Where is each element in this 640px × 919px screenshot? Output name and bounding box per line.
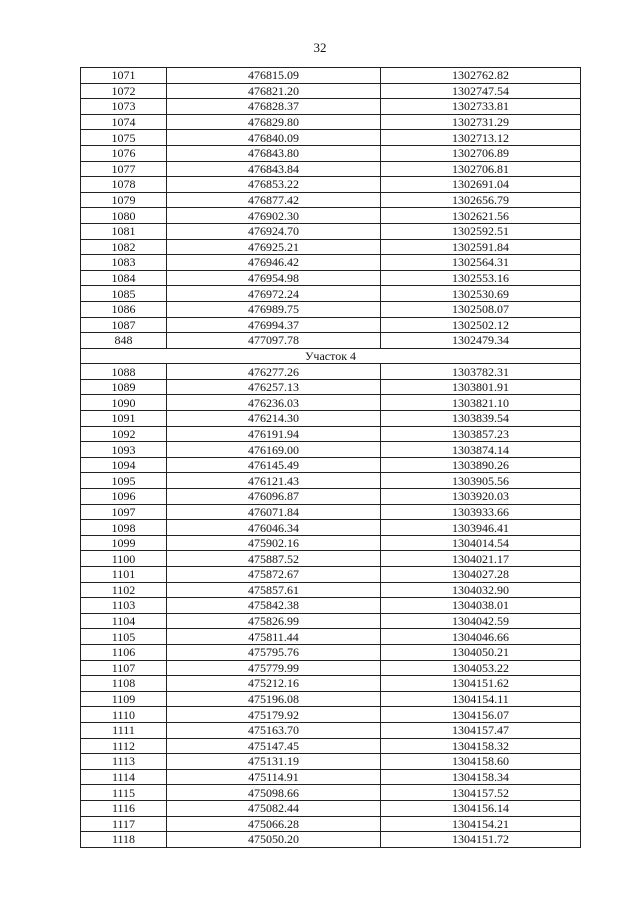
x-coordinate-cell: 476843.84 (167, 161, 381, 177)
point-number-cell: 1080 (81, 208, 167, 224)
table-row (81, 270, 581, 286)
y-coordinate-cell: 1302733.81 (381, 99, 581, 115)
point-number-cell: 1078 (81, 177, 167, 193)
y-coordinate-cell: 1304154.11 (381, 691, 581, 707)
y-coordinate-cell: 1302508.07 (381, 301, 581, 317)
x-coordinate-cell: 476815.09 (167, 68, 381, 84)
point-number-cell: 1104 (81, 613, 167, 629)
y-coordinate-cell: 1302591.84 (381, 239, 581, 255)
x-coordinate-cell: 476989.75 (167, 301, 381, 317)
point-number-cell: 1115 (81, 785, 167, 801)
point-number-cell: 1077 (81, 161, 167, 177)
y-coordinate-cell: 1303946.41 (381, 520, 581, 536)
table-row (81, 395, 581, 411)
y-coordinate-cell: 1302502.12 (381, 317, 581, 333)
point-number-cell: 1098 (81, 520, 167, 536)
x-coordinate-cell: 475196.08 (167, 691, 381, 707)
y-coordinate-cell: 1304158.60 (381, 754, 581, 770)
point-number-cell: 1081 (81, 223, 167, 239)
table-row (81, 644, 581, 660)
point-number-cell: 1116 (81, 800, 167, 816)
point-number-cell: 1102 (81, 582, 167, 598)
y-coordinate-cell: 1303905.56 (381, 473, 581, 489)
y-coordinate-cell: 1304053.22 (381, 660, 581, 676)
point-number-cell: 1112 (81, 738, 167, 754)
x-coordinate-cell: 476877.42 (167, 192, 381, 208)
y-coordinate-cell: 1304050.21 (381, 644, 581, 660)
table-row (81, 255, 581, 271)
table-row (81, 99, 581, 115)
point-number-cell: 1079 (81, 192, 167, 208)
point-number-cell: 1087 (81, 317, 167, 333)
point-number-cell: 1108 (81, 676, 167, 692)
y-coordinate-cell: 1302530.69 (381, 286, 581, 302)
table-row (81, 177, 581, 193)
table-row (81, 489, 581, 505)
table-row (81, 738, 581, 754)
table-row (81, 769, 581, 785)
point-number-cell: 1091 (81, 411, 167, 427)
table-row (81, 208, 581, 224)
point-number-cell: 1095 (81, 473, 167, 489)
point-number-cell: 1071 (81, 68, 167, 84)
point-number-cell: 1072 (81, 83, 167, 99)
y-coordinate-cell: 1304032.90 (381, 582, 581, 598)
y-coordinate-cell: 1302747.54 (381, 83, 581, 99)
y-coordinate-cell: 1303920.03 (381, 489, 581, 505)
x-coordinate-cell: 476169.00 (167, 442, 381, 458)
y-coordinate-cell: 1302731.29 (381, 114, 581, 130)
y-coordinate-cell: 1304156.14 (381, 800, 581, 816)
point-number-cell: 1096 (81, 489, 167, 505)
x-coordinate-cell: 475147.45 (167, 738, 381, 754)
table-row (81, 130, 581, 146)
point-number-cell: 1076 (81, 145, 167, 161)
point-number-cell: 1106 (81, 644, 167, 660)
table-row (81, 457, 581, 473)
y-coordinate-cell: 1302706.81 (381, 161, 581, 177)
y-coordinate-cell: 1304151.72 (381, 832, 581, 848)
table-row (81, 83, 581, 99)
x-coordinate-cell: 476096.87 (167, 489, 381, 505)
table-row (81, 114, 581, 130)
x-coordinate-cell: 476214.30 (167, 411, 381, 427)
point-number-cell: 1090 (81, 395, 167, 411)
table-row (81, 364, 581, 380)
x-coordinate-cell: 475887.52 (167, 551, 381, 567)
table-row (81, 754, 581, 770)
x-coordinate-cell: 476191.94 (167, 426, 381, 442)
y-coordinate-cell: 1303782.31 (381, 364, 581, 380)
point-number-cell: 1088 (81, 364, 167, 380)
table-row (81, 192, 581, 208)
point-number-cell: 1099 (81, 535, 167, 551)
x-coordinate-cell: 475826.99 (167, 613, 381, 629)
x-coordinate-cell: 476843.80 (167, 145, 381, 161)
table-row (81, 816, 581, 832)
table-row (81, 707, 581, 723)
point-number-cell: 1103 (81, 598, 167, 614)
table-row (81, 286, 581, 302)
table-row (81, 660, 581, 676)
x-coordinate-cell: 476972.24 (167, 286, 381, 302)
point-number-cell: 1111 (81, 722, 167, 738)
table-row (81, 426, 581, 442)
table-row (81, 317, 581, 333)
x-coordinate-cell: 477097.78 (167, 333, 381, 349)
x-coordinate-cell: 476924.70 (167, 223, 381, 239)
point-number-cell: 1074 (81, 114, 167, 130)
x-coordinate-cell: 475050.20 (167, 832, 381, 848)
y-coordinate-cell: 1303874.14 (381, 442, 581, 458)
x-coordinate-cell: 476821.20 (167, 83, 381, 99)
table-row (81, 722, 581, 738)
x-coordinate-cell: 476902.30 (167, 208, 381, 224)
table-row (81, 520, 581, 536)
x-coordinate-cell: 475811.44 (167, 629, 381, 645)
table-row (81, 832, 581, 848)
table-row (81, 629, 581, 645)
table-row (81, 411, 581, 427)
y-coordinate-cell: 1304157.52 (381, 785, 581, 801)
table-row (81, 785, 581, 801)
table-row (81, 676, 581, 692)
point-number-cell: 1085 (81, 286, 167, 302)
table-row (81, 239, 581, 255)
point-number-cell: 1092 (81, 426, 167, 442)
page-number: 32 (313, 40, 327, 55)
x-coordinate-cell: 475872.67 (167, 567, 381, 583)
table-row (81, 145, 581, 161)
y-coordinate-cell: 1302592.51 (381, 223, 581, 239)
table-row (81, 504, 581, 520)
x-coordinate-cell: 476236.03 (167, 395, 381, 411)
y-coordinate-cell: 1304027.28 (381, 567, 581, 583)
x-coordinate-cell: 476257.13 (167, 379, 381, 395)
x-coordinate-cell: 476046.34 (167, 520, 381, 536)
x-coordinate-cell: 476145.49 (167, 457, 381, 473)
y-coordinate-cell: 1304042.59 (381, 613, 581, 629)
y-coordinate-cell: 1303821.10 (381, 395, 581, 411)
x-coordinate-cell: 476071.84 (167, 504, 381, 520)
x-coordinate-cell: 476925.21 (167, 239, 381, 255)
table-row (81, 442, 581, 458)
table-row (81, 582, 581, 598)
y-coordinate-cell: 1304038.01 (381, 598, 581, 614)
point-number-cell: 1113 (81, 754, 167, 770)
x-coordinate-cell: 476954.98 (167, 270, 381, 286)
y-coordinate-cell: 1302656.79 (381, 192, 581, 208)
point-number-cell: 1107 (81, 660, 167, 676)
x-coordinate-cell: 476829.80 (167, 114, 381, 130)
point-number-cell: 1118 (81, 832, 167, 848)
point-number-cell: 1110 (81, 707, 167, 723)
x-coordinate-cell: 476840.09 (167, 130, 381, 146)
x-coordinate-cell: 475857.61 (167, 582, 381, 598)
y-coordinate-cell: 1304158.32 (381, 738, 581, 754)
x-coordinate-cell: 475902.16 (167, 535, 381, 551)
point-number-cell: 1105 (81, 629, 167, 645)
coordinates-table (80, 67, 581, 848)
y-coordinate-cell: 1304014.54 (381, 535, 581, 551)
table-row (81, 68, 581, 84)
y-coordinate-cell: 1303933.66 (381, 504, 581, 520)
point-number-cell: 1100 (81, 551, 167, 567)
y-coordinate-cell: 1303839.54 (381, 411, 581, 427)
coordinates-table-body (81, 68, 581, 848)
table-row (81, 551, 581, 567)
table-row (81, 473, 581, 489)
point-number-cell: 1117 (81, 816, 167, 832)
y-coordinate-cell: 1304158.34 (381, 769, 581, 785)
x-coordinate-cell: 476946.42 (167, 255, 381, 271)
x-coordinate-cell: 476853.22 (167, 177, 381, 193)
y-coordinate-cell: 1303801.91 (381, 379, 581, 395)
y-coordinate-cell: 1302762.82 (381, 68, 581, 84)
y-coordinate-cell: 1302713.12 (381, 130, 581, 146)
point-number-cell: 1084 (81, 270, 167, 286)
y-coordinate-cell: 1304151.62 (381, 676, 581, 692)
x-coordinate-cell: 475212.16 (167, 676, 381, 692)
point-number-cell: 1093 (81, 442, 167, 458)
point-number-cell: 1101 (81, 567, 167, 583)
table-row (81, 535, 581, 551)
table-row (81, 301, 581, 317)
table-row (81, 800, 581, 816)
x-coordinate-cell: 476277.26 (167, 364, 381, 380)
table-row (81, 161, 581, 177)
section-heading: Участок 4 (81, 348, 581, 364)
x-coordinate-cell: 475131.19 (167, 754, 381, 770)
table-row (81, 567, 581, 583)
table-row (81, 598, 581, 614)
x-coordinate-cell: 475163.70 (167, 722, 381, 738)
y-coordinate-cell: 1303857.23 (381, 426, 581, 442)
y-coordinate-cell: 1302706.89 (381, 145, 581, 161)
point-number-cell: 1082 (81, 239, 167, 255)
point-number-cell: 848 (81, 333, 167, 349)
x-coordinate-cell: 475082.44 (167, 800, 381, 816)
y-coordinate-cell: 1304046.66 (381, 629, 581, 645)
point-number-cell: 1086 (81, 301, 167, 317)
table-row (81, 379, 581, 395)
table-row (81, 333, 581, 349)
point-number-cell: 1097 (81, 504, 167, 520)
x-coordinate-cell: 475066.28 (167, 816, 381, 832)
point-number-cell: 1109 (81, 691, 167, 707)
y-coordinate-cell: 1302479.34 (381, 333, 581, 349)
y-coordinate-cell: 1304154.21 (381, 816, 581, 832)
point-number-cell: 1073 (81, 99, 167, 115)
x-coordinate-cell: 475114.91 (167, 769, 381, 785)
table-row (81, 691, 581, 707)
y-coordinate-cell: 1304157.47 (381, 722, 581, 738)
x-coordinate-cell: 475779.99 (167, 660, 381, 676)
x-coordinate-cell: 475842.38 (167, 598, 381, 614)
y-coordinate-cell: 1302691.04 (381, 177, 581, 193)
table-row (81, 613, 581, 629)
x-coordinate-cell: 476828.37 (167, 99, 381, 115)
x-coordinate-cell: 475179.92 (167, 707, 381, 723)
x-coordinate-cell: 476121.43 (167, 473, 381, 489)
y-coordinate-cell: 1303890.26 (381, 457, 581, 473)
y-coordinate-cell: 1302553.16 (381, 270, 581, 286)
y-coordinate-cell: 1304021.17 (381, 551, 581, 567)
y-coordinate-cell: 1302621.56 (381, 208, 581, 224)
y-coordinate-cell: 1304156.07 (381, 707, 581, 723)
x-coordinate-cell: 475098.66 (167, 785, 381, 801)
point-number-cell: 1089 (81, 379, 167, 395)
section-heading-row (81, 348, 581, 364)
x-coordinate-cell: 476994.37 (167, 317, 381, 333)
y-coordinate-cell: 1302564.31 (381, 255, 581, 271)
point-number-cell: 1083 (81, 255, 167, 271)
point-number-cell: 1075 (81, 130, 167, 146)
point-number-cell: 1114 (81, 769, 167, 785)
x-coordinate-cell: 475795.76 (167, 644, 381, 660)
table-row (81, 223, 581, 239)
point-number-cell: 1094 (81, 457, 167, 473)
